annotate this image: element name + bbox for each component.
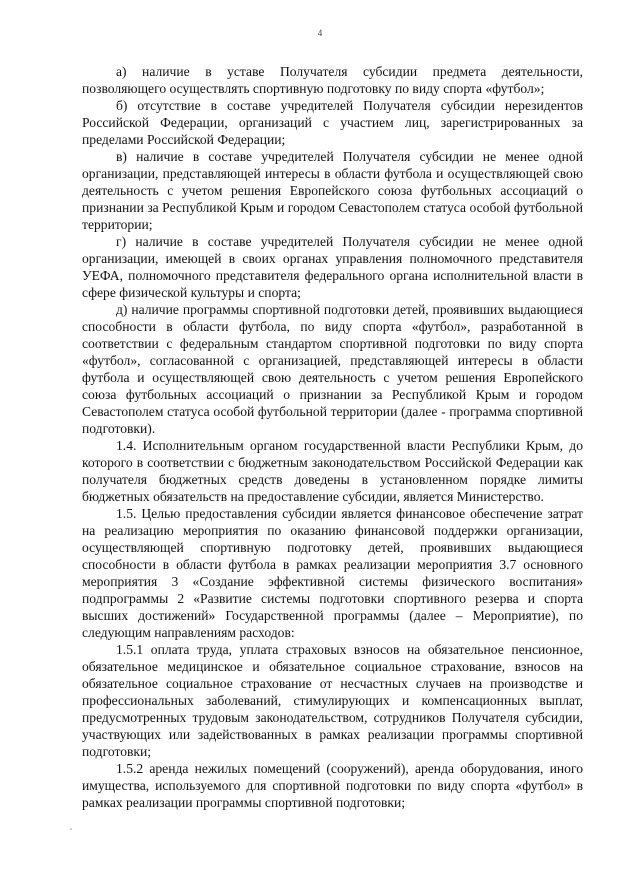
paragraph-d: д) наличие программы спортивной подготовки детей, проявивших выдающиеся способности в области футбола, по виду спорта «футбол», разработанной в соответствии с федеральным стандартом спортивной подготовки по виду спорта «футбол», согласованной с организацией, представляющей интересы в области футбола и осуществляющей свою деятельность с учетом решения Европейского союза футбольных ассоциаций о признании за Республикой Крым и городом Севастополем статуса особой футбольной территории (далее - программа спортивной подготовки). — [82, 302, 583, 436]
paragraph-1-5-2: 1.5.2 аренда нежилых помещений (сооружений), аренда оборудования, иного имущества, используемого для спортивной подготовки по виду спорта «футбол» в рамках реализации программы спортивной подготовки; — [82, 761, 583, 810]
document-body — [82, 63, 583, 811]
paragraph-1-4: 1.4. Исполнительным органом государственной власти Республики Крым, до которого в соответствии с бюджетным законодательством Российской Федерации как получателя бюджетных средств доведены в установленном порядке лимиты бюджетных обязательств на предоставление субсидии, является Министерство. — [82, 438, 583, 504]
paragraph-g: г) наличие в составе учредителей Получателя субсидии не менее одной организации, имеющей в своих органах управления полномочного представителя УЕФА, полномочного представителя федерального органа исполнительной власти в сфере физической культуры и спорта; — [82, 234, 583, 300]
paragraph-1-5-1: 1.5.1 оплата труда, уплата страховых взносов на обязательное пенсионное, обязательное медицинское и обязательное социальное страхование, взносов на обязательное социальное страхование от несчастных случаев на производстве и профессиональных заболеваний, стимулирующих и компенсационных выплат, предусмотренных трудовым законодательством, сотрудников Получателя субсидии, участвующих или задействованных в рамках реализации программы спортивной подготовки; — [82, 642, 583, 759]
paragraph-1-5: 1.5. Целью предоставления субсидии является финансовое обеспечение затрат на реализацию мероприятия по оказанию финансовой поддержки организации, осуществляющей спортивную подготовку детей, проявивших выдающиеся способности в области футбола в рамках реализации мероприятия 3.7 основного мероприятия 3 «Создание эффективной системы физического воспитания» подпрограммы 2 «Развитие системы подготовки спортивного резерва и спорта высших достижений» Государственной программы (далее – Мероприятие), по следующим направлениям расходов: — [82, 506, 583, 640]
paragraph-v: в) наличие в составе учредителей Получателя субсидии не менее одной организации, представляющей интересы в области футбола и осуществляющей свою деятельность с учетом решения Европейского союза футбольных ассоциаций о признании за Республикой Крым и городом Севастополем статуса особой футбольной территории; — [82, 149, 583, 232]
scan-speck — [70, 828, 72, 830]
paragraph-b: б) отсутствие в составе учредителей Получателя субсидии нерезидентов Российской Федерации, организаций с участием лиц, зарегистрированных за пределами Российской Федерации; — [82, 98, 583, 147]
page-number: 4 — [317, 28, 323, 38]
paragraph-a: а) наличие в уставе Получателя субсидии предмета деятельности, позволяющего осуществлять спортивную подготовку по виду спорта «футбол»; — [82, 64, 583, 96]
